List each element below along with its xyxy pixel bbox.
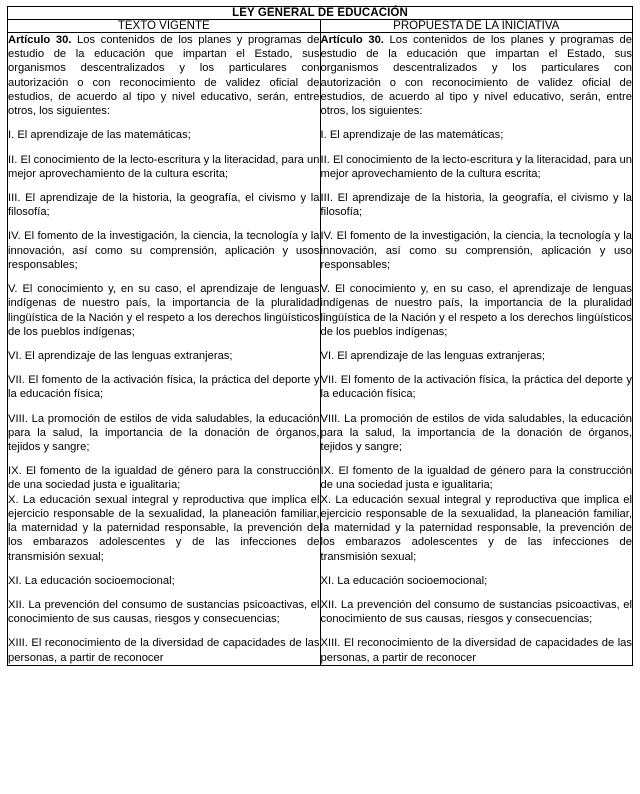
fraction-iii: III. El aprendizaje de la historia, la geografía, el civismo y la filosofía;	[320, 191, 632, 219]
propuesta-content	[320, 33, 633, 666]
fraction-vii: VII. El fomento de la activación física, la práctica del deporte y la educación física;	[8, 374, 320, 401]
table-header-row	[8, 20, 633, 33]
fraction-vi: VI. El aprendizaje de las lenguas extranjeras;	[8, 349, 233, 362]
column-header-texto-vigente: TEXTO VIGENTE	[8, 20, 321, 33]
article-opening-paragraph	[321, 33, 633, 118]
texto-vigente-content	[8, 33, 321, 666]
fraction-i: I. El aprendizaje de las matemáticas;	[320, 129, 504, 142]
article-label: Artículo 30.	[320, 34, 384, 46]
fraction-xiii: XIII. El reconocimiento de la diversidad de capacidades de las personas, a partir de reconocer	[8, 637, 320, 664]
fraction-iv: IV. El fomento de la investigación, la ciencia, la tecnología y la innovación, así como su comprensión, aplicación y uso responsables;	[320, 230, 632, 271]
comparison-table	[7, 6, 633, 666]
fraction-ix: IX. El fomento de la igualdad de género para la construcción de una sociedad justa e igualitaria;	[8, 465, 320, 492]
table-content-row	[8, 33, 633, 666]
fraction-xii: XII. La prevención del consumo de sustancias psicoactivas, el conocimiento de sus causas, riesgos y consecuencias;	[8, 599, 320, 626]
fraction-xi: XI. La educación socioemocional;	[320, 574, 488, 587]
fraction-i: I. El aprendizaje de las matemáticas;	[8, 129, 191, 142]
fraction-ii: II. El conocimiento de la lecto-escritura y la literacidad, para un mejor aprovechamiento de la cultura escrita;	[320, 153, 632, 180]
fraction-xiii: XIII. El reconocimiento de la diversidad de capacidades de las personas, a partir de reconocer	[320, 637, 632, 664]
fraction-iv: IV. El fomento de la investigación, la ciencia, la tecnología y la innovación, así como su comprensión, aplicación y usos responsables;	[8, 230, 320, 271]
fraction-vii: VII. El fomento de la activación física, la práctica del deporte y la educación física;	[320, 374, 632, 401]
article-opening-text: Los contenidos de los planes y programas de estudio de la educación que impartan el Estado, sus organismos descentralizados y los particulares con autorización o con reconocimiento de validez oficial de estudios, de acuerdo al tipo y nivel educativo, serán, entre otros, los siguientes:	[8, 34, 320, 118]
fraction-xii: XII. La prevención del consumo de sustancias psicoactivas, el conocimiento de sus causas, riesgos y consecuencias;	[320, 599, 632, 626]
fraction-viii: VIII. La promoción de estilos de vida saludables, la educación para la salud, la importancia de la donación de órganos, tejidos y sangre;	[8, 412, 320, 454]
fraction-xi: XI. La educación socioemocional;	[8, 574, 175, 587]
fraction-viii: VIII. La promoción de estilos de vida saludables, la educación para la salud, la importancia de la donación de órganos, tejidos y sangre;	[320, 412, 632, 454]
column-header-propuesta: PROPUESTA DE LA INICIATIVA	[320, 20, 633, 33]
fraction-vi: VI. El aprendizaje de las lenguas extranjeras;	[320, 349, 546, 362]
article-opening-paragraph	[8, 33, 320, 118]
fraction-v: V. El conocimiento y, en su caso, el aprendizaje de lenguas indígenas de nuestro país, la importancia de la pluralidad lingüística de la Nación y el respeto a los derechos lingüísticos de los pueblos indígenas;	[8, 283, 320, 338]
fraction-iii: III. El aprendizaje de la historia, la geografía, el civismo y la filosofía;	[8, 191, 320, 219]
fraction-ii: II. El conocimiento de la lecto-escritura y la literacidad, para un mejor aprovechamiento de la cultura escrita;	[8, 153, 320, 180]
fraction-x: X. La educación sexual integral y reproductiva que implica el ejercicio responsable de la sexualidad, la planeación familiar, la maternidad y la paternidad responsable, la prevención de los embarazos adolescentes y de las infecciones de transmisión sexual;	[320, 493, 632, 563]
document-title: LEY GENERAL DE EDUCACIÓN	[8, 7, 633, 20]
article-opening-text: Los contenidos de los planes y programas de estudio de la educación que impartan el Estado, sus organismos descentralizados y los particulares con autorización o con reconocimiento de validez oficial de estudios, de acuerdo al tipo y nivel educativo, serán, entre otros, los siguientes:	[320, 34, 632, 118]
fraction-ix: IX. El fomento de la igualdad de género para la construcción de una sociedad justa e igualitaria;	[320, 465, 632, 492]
table-title-row	[8, 7, 633, 20]
fraction-v: V. El conocimiento y, en su caso, el aprendizaje de lenguas indígenas de nuestro país, la importancia de la pluralidad lingüística de la Nación y el respeto a los derechos lingüísticos de los pueblos indígenas;	[320, 283, 632, 338]
fraction-x: X. La educación sexual integral y reproductiva que implica el ejercicio responsable de la sexualidad, la planeación familiar, la maternidad y la paternidad responsable, la prevención de los embarazos adolescentes y de las infecciones de transmisión sexual;	[8, 493, 320, 563]
article-label: Artículo 30.	[8, 34, 72, 46]
